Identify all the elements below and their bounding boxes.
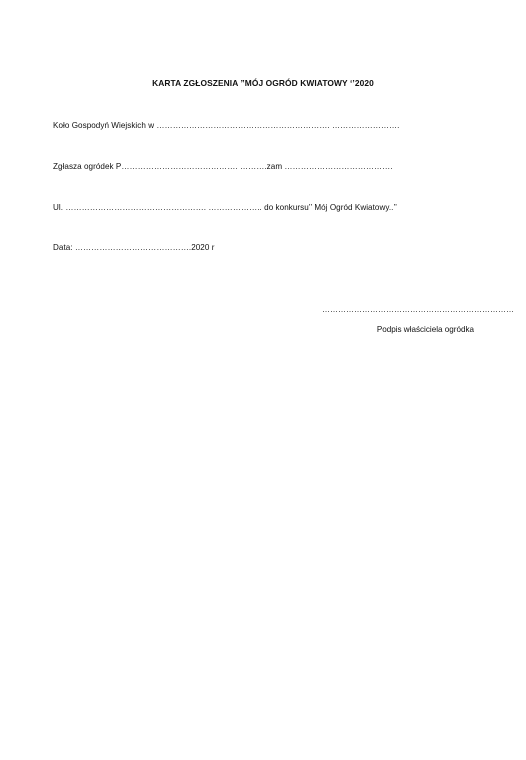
field-zglasza-ogrodek: Zgłasza ogródek P……………………………………. ……….zam ………………………………….	[53, 162, 393, 171]
signature-label: Podpis właściciela ogródka	[376, 325, 474, 334]
field-kolo-gospodyn: Koło Gospodyń Wiejskich w ………………………………………………………. …………………….	[53, 121, 400, 130]
field-ulica-konkurs: Ul. ……………………………………………. ……………….. do konkursu’’ Mój Ogród Kwiatowy..’’	[53, 203, 397, 212]
field-data: Data: …………………………………….2020 r	[53, 243, 215, 252]
document-title: KARTA ZGŁOSZENIA ”MÓJ OGRÓD KWIATOWY ‘’2020	[152, 78, 374, 88]
signature-line: ………………………………………………………………	[322, 305, 514, 314]
